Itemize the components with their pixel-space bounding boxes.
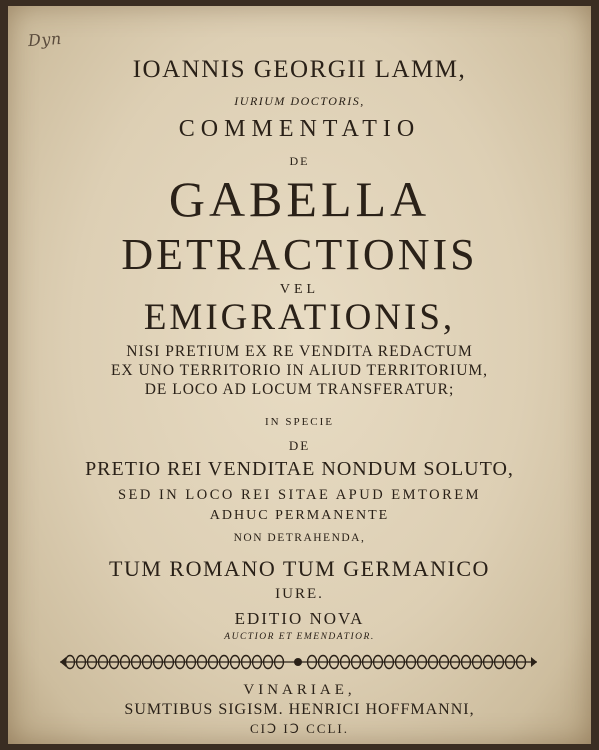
subtitle-line-3: DE LOCO AD LOCUM TRANSFERATUR; bbox=[144, 381, 455, 398]
title-detractionis: DETRACTIONIS bbox=[121, 230, 478, 279]
sed-line: SED IN LOCO REI SITAE APUD EMTOREM bbox=[117, 487, 482, 503]
imprint-printer: SUMTIBUS SIGISM. HENRICI HOFFMANNI, bbox=[124, 701, 475, 718]
subtitle-line-1: NISI PRETIUM EX RE VENDITA REDACTUM bbox=[126, 343, 473, 360]
pretio-line: PRETIO REI VENDITAE NONDUM SOLUTO, bbox=[85, 458, 514, 480]
subtitle-line-2: EX UNO TERRITORIO IN ALIUD TERRITORIUM, bbox=[110, 362, 489, 379]
title-emigrationis: EMIGRATIONIS, bbox=[143, 297, 456, 338]
adhuc-line: ADHUC PERMANENTE bbox=[209, 508, 390, 523]
preposition-de: DE bbox=[289, 154, 310, 168]
conjunction-vel: VEL bbox=[279, 282, 320, 297]
printer-ornament-band bbox=[56, 651, 541, 673]
author-name: IOANNIS GEORGII LAMM, bbox=[132, 56, 467, 83]
non-detrahenda-line: NON DETRAHENDA, bbox=[233, 532, 366, 544]
in-specie: IN SPECIE bbox=[264, 416, 335, 428]
imprint-place: VINARIAE, bbox=[243, 682, 356, 698]
edition-note: AUCTIOR ET EMENDATIOR. bbox=[224, 632, 375, 642]
preposition-de-2: DE bbox=[288, 438, 311, 453]
imprint-year: CIↃ IↃ CCLI. bbox=[250, 721, 349, 736]
edition-statement: EDITIO NOVA bbox=[234, 609, 365, 628]
tum-romano-line: TUM ROMANO TUM GERMANICO bbox=[109, 556, 490, 581]
author-degree: IURIUM DOCTORIS, bbox=[234, 94, 365, 108]
title-gabella: GABELLA bbox=[168, 171, 431, 227]
work-type: COMMENTATIO bbox=[178, 116, 421, 142]
handwritten-annotation: Dyn bbox=[27, 28, 63, 51]
iure-line: IURE. bbox=[275, 586, 324, 602]
title-page bbox=[8, 6, 591, 744]
